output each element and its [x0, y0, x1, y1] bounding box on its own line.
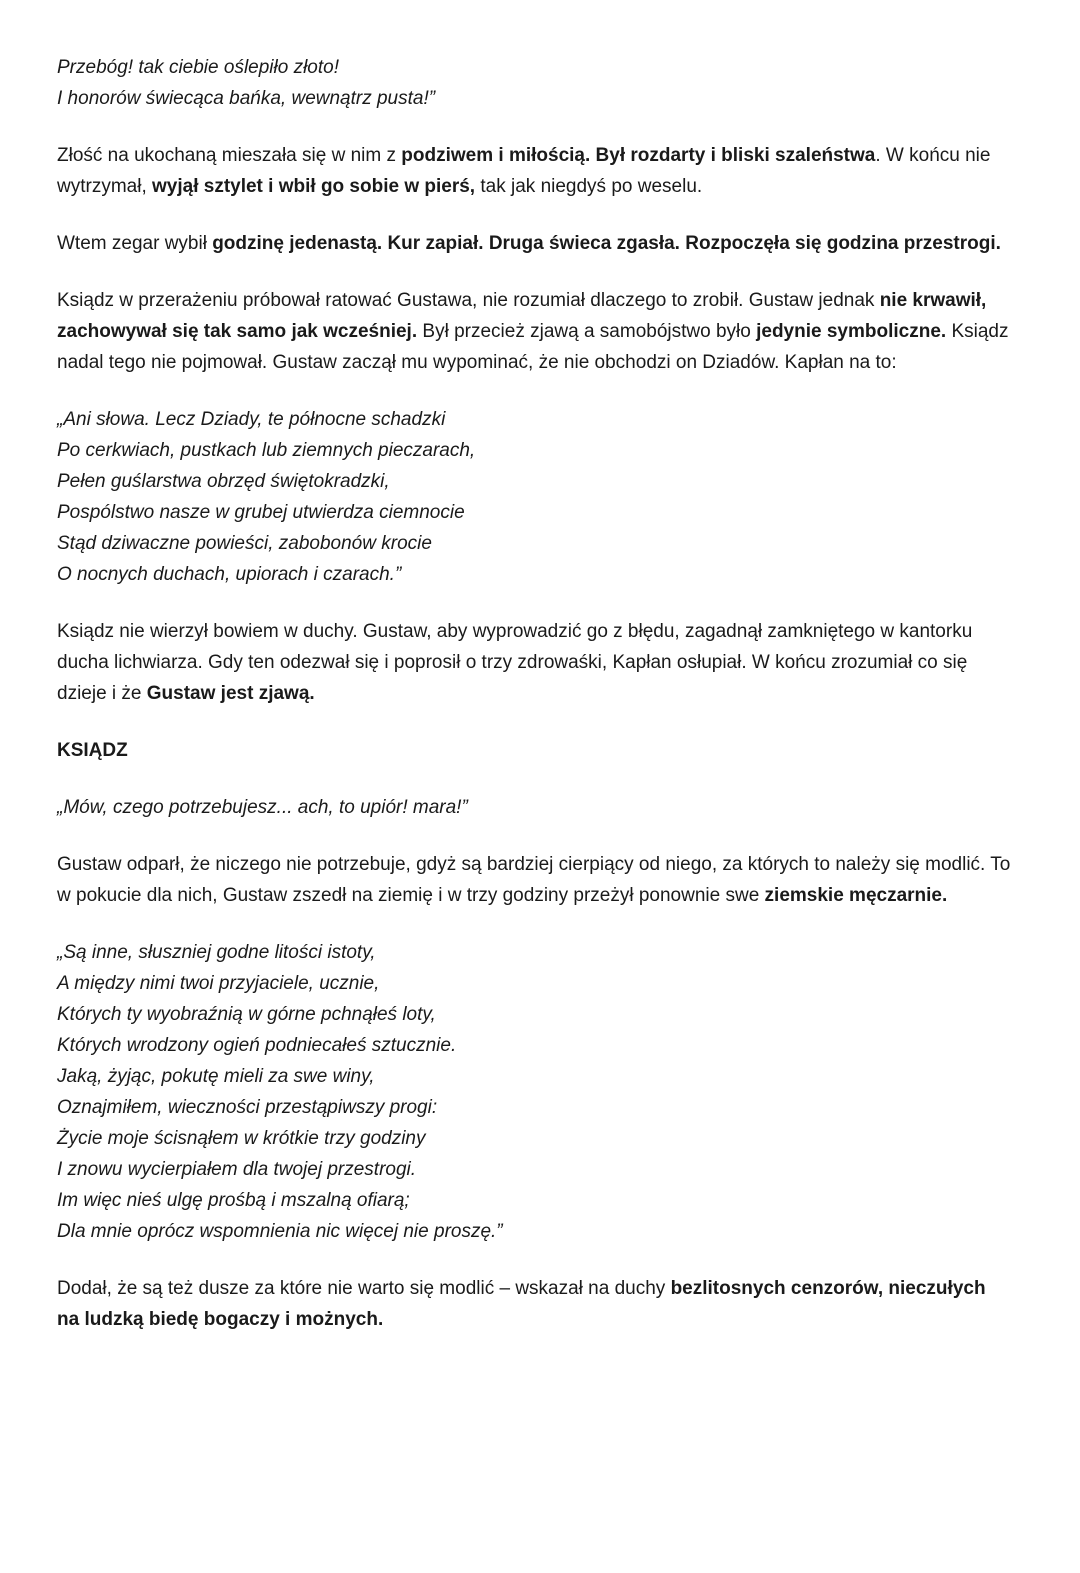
verse-line: Pełen guślarstwa obrzęd świętokradzki, [57, 471, 390, 492]
text-segment: Był przecież zjawą a samobójstwo było [417, 321, 757, 342]
verse-line: Stąd dziwaczne powieści, zabobonów krocie [57, 533, 432, 554]
paragraph-priest-rescue [57, 285, 1012, 378]
bold-segment: godzinę jedenastą. Kur zapiał. Druga świeca zgasła. Rozpoczęła się godzina przestrogi. [212, 233, 1001, 254]
quote-line: „Mów, czego potrzebujesz... ach, to upiór! mara!” [57, 797, 468, 818]
verse-line: Jaką, żyjąc, pokutę mieli za swe winy, [57, 1066, 375, 1087]
verse-line: A między nimi twoi przyjaciele, ucznie, [57, 973, 380, 994]
text-segment: Ksiądz w przerażeniu próbował ratować Gustawa, nie rozumiał dlaczego to zrobił. Gustaw jednak [57, 290, 880, 311]
text-segment: Gustaw odparł, że niczego nie potrzebuje, gdyż są bardziej cierpiący od niego, za których to należy się modlić. To w pokucie dla nich, Gustaw zszedł na ziemię i w trzy godziny przeżył ponownie swe [57, 854, 1011, 906]
heading-ksiadz: KSIĄDZ [57, 740, 128, 761]
bold-segment: jedynie symboliczne. [756, 321, 947, 342]
quote-mow [57, 792, 1012, 823]
verse-line: „Są inne, słuszniej godne litości istoty, [57, 942, 376, 963]
verse-line: Po cerkwiach, pustkach lub ziemnych pieczarach, [57, 440, 476, 461]
verse-line: O nocnych duchach, upiorach i czarach.” [57, 564, 402, 585]
opening-quote [57, 52, 1012, 114]
paragraph-madness [57, 140, 1012, 202]
verse-dziady [57, 404, 1012, 590]
verse-line: Których wrodzony ogień podniecałeś sztucznie. [57, 1035, 457, 1056]
quote-line: I honorów świecąca bańka, wewnątrz pusta!” [57, 88, 436, 109]
bold-segment: ziemskie męczarnie. [764, 885, 948, 906]
text-segment: Ksiądz nie wierzył bowiem w duchy. Gustaw, aby wyprowadzić go z błędu, zagadnął zamkniętego w kantorku ducha lichwiarza. Gdy ten odezwał się i poprosił o trzy zdrowaśki, Kapłan osłupiał. W końcu zrozumiał co się dzieje i że [57, 621, 973, 704]
verse-line: Dla mnie oprócz wspomnienia nic więcej nie proszę.” [57, 1221, 503, 1242]
text-segment: tak jak niegdyś po weselu. [475, 176, 703, 197]
paragraph-ghosts [57, 616, 1012, 709]
paragraph-dodal [57, 1273, 1012, 1335]
text-segment: Ksiądz nadal tego nie pojmował. Gustaw zaczął mu wypominać, że nie obchodzi on Dziadów. Kapłan na to: [57, 321, 1009, 373]
text-segment: Dodał, że są też dusze za które nie warto się modlić – wskazał na duchy [57, 1278, 671, 1299]
verse-line: „Ani słowa. Lecz Dziady, te północne schadzki [57, 409, 446, 430]
text-segment: . W końcu nie wytrzymał, [57, 145, 991, 197]
bold-segment: Gustaw jest zjawą. [146, 683, 315, 704]
text-segment: Złość na ukochaną mieszała się w nim z [57, 145, 402, 166]
verse-line: Których ty wyobraźnią w górne pchnąłeś loty, [57, 1004, 436, 1025]
bold-segment: nie krwawił, zachowywał się tak samo jak wcześniej. [57, 290, 987, 342]
bold-segment: bezlitosnych cenzorów, nieczułych na ludzką biedę bogaczy i możnych. [57, 1278, 986, 1330]
verse-line: Życie moje ścisnąłem w krótkie trzy godziny [57, 1128, 426, 1149]
text-segment: Wtem zegar wybił [57, 233, 213, 254]
verse-line: Im więc nieś ulgę prośbą i mszalną ofiarą; [57, 1190, 410, 1211]
verse-sa-inne [57, 937, 1012, 1247]
paragraph-reply [57, 849, 1012, 911]
verse-line: Pospólstwo nasze w grubej utwierdza ciemnocie [57, 502, 465, 523]
paragraph-clock [57, 228, 1012, 259]
verse-line: Oznajmiłem, wieczności przestąpiwszy progi: [57, 1097, 438, 1118]
bold-segment: wyjął sztylet i wbił go sobie w pierś, [152, 176, 476, 197]
quote-line: Przebóg! tak ciebie oślepiło złoto! [57, 57, 339, 78]
bold-segment: podziwem i miłością. Był rozdarty i bliski szaleństwa [401, 145, 876, 166]
verse-line: I znowu wycierpiałem dla twojej przestrogi. [57, 1159, 417, 1180]
